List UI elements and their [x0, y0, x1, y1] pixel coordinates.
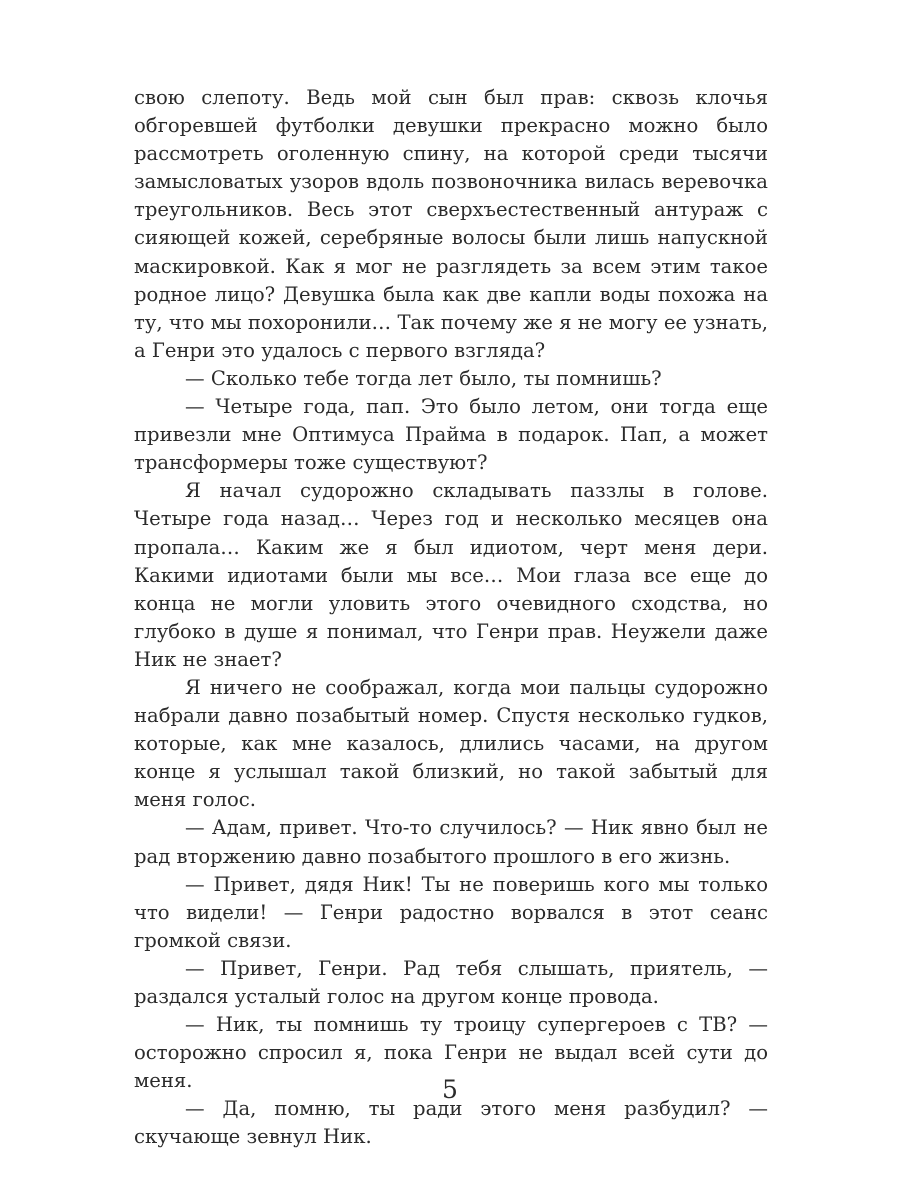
paragraph: — Ник, ты помнишь ту троицу супергероев с ТВ? — осторожно спросил я, пока Генри не выдал всей сути до меня.: [134, 1013, 768, 1093]
paragraph: Я ничего не соображал, когда мои пальцы судорожно набрали давно позабытый номер. Спустя несколько гудков, которые, как мне казалось, длились часами, на другом конце я услышал такой близкий, но такой забытый для меня голос.: [134, 675, 768, 812]
paragraph: — Сколько тебе тогда лет было, ты помнишь?: [185, 366, 662, 390]
paragraph: Я начал судорожно складывать паззлы в голове. Четыре года назад… Через год и несколько месяцев она пропала… Каким же я был идиотом, черт меня дери. Какими идиотами были мы все… Мои глаза все еще до конца не могли уловить этого очевидного сходства, но глубоко в душе я понимал, что Генри прав. Неужели даже Ник не знает?: [134, 479, 768, 671]
page-number: 5: [442, 1075, 458, 1104]
paragraph: свою слепоту. Ведь мой сын был прав: сквозь клочья обгоревшей футболки девушки прекрасно можно было рассмотреть оголенную спину, на которой среди тысячи замысловатых узоров вдоль позвоночника вилась веревочка треугольников. Весь этот сверхъестественный антураж с сияющей кожей, серебряные волосы были лишь напускной маскировкой. Как я мог не разглядеть за всем этим такое родное лицо? Девушка была как две капли воды похожа на ту, что мы похоронили… Так почему же я не могу ее узнать, а Генри это удалось с первого взгляда?: [134, 86, 768, 362]
paragraph: — Привет, дядя Ник! Ты не поверишь кого мы только что видели! — Генри радостно ворвался в этот сеанс громкой связи.: [134, 872, 768, 952]
paragraph: — Четыре года, пап. Это было летом, они тогда еще привезли мне Оптимуса Прайма в подарок. Пап, а может трансформеры тоже существуют?: [134, 395, 768, 475]
body-text: [134, 84, 768, 1152]
paragraph: — Да, помню, ты ради этого меня разбудил? — скучающе зевнул Ник.: [134, 1097, 768, 1149]
paragraph: — Привет, Генри. Рад тебя слышать, приятель, — раздался усталый голос на другом конце провода.: [134, 956, 768, 1008]
paragraph: — Адам, привет. Что-то случилось? — Ник явно был не рад вторжению давно позабытого прошлого в его жизнь.: [134, 816, 768, 868]
